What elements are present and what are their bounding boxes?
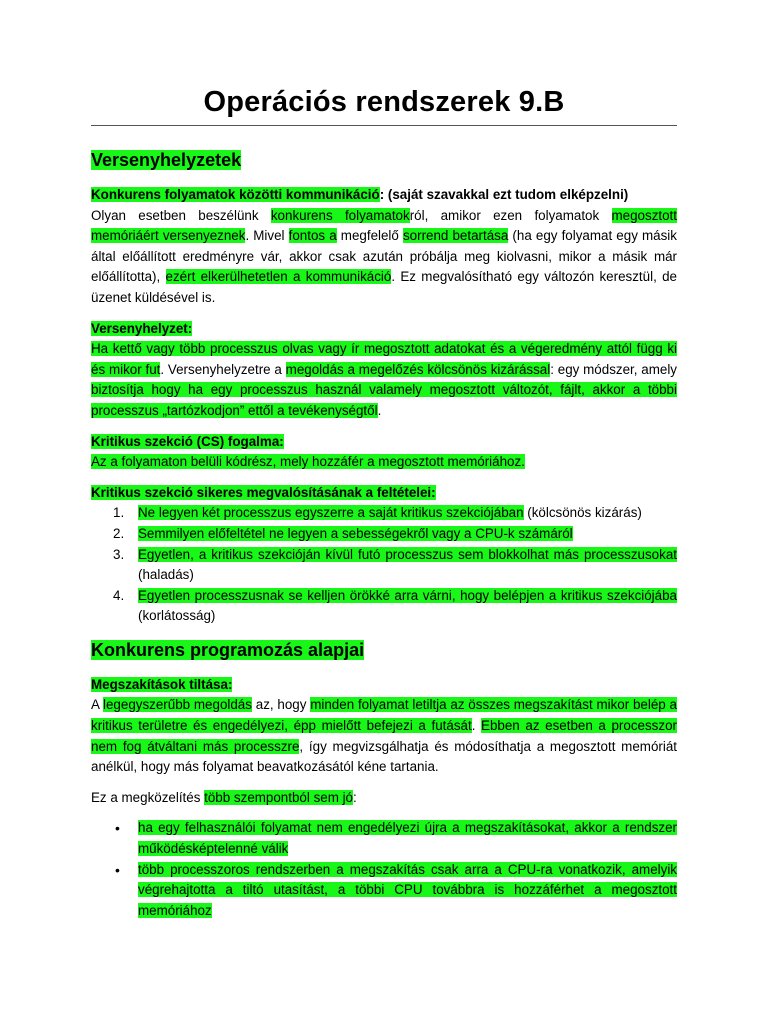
title-underline: [91, 125, 677, 126]
paragraph-feltetelek-label: Kritikus szekció sikeres megvalósításának a feltételei:: [91, 484, 436, 500]
page-title: Operációs rendszerek 9.B: [203, 86, 565, 118]
paragraph-megszakitasok-label: Megszakítások tiltása:: [91, 676, 233, 692]
conditions-list: [91, 503, 677, 627]
paragraph-kommunikacio-label: Konkurens folyamatok közötti kommunikáció: (saját szavakkal ezt tudom elképzelni): [91, 187, 629, 202]
list-item: • több processzoros rendszerben a megszakítás csak arra a CPU-ra vonatkozik, amelyik végrehajtotta a tiltó utasítást, a többi CPU továbbra is hozzáférhet a megosztott memóriához: [115, 861, 677, 918]
bullet-icon: •: [115, 861, 120, 878]
paragraph-versenyhelyzet-label: Versenyhelyzet:: [91, 320, 193, 336]
list-item: 4. Egyetlen processzusnak se kelljen örökké arra várni, hogy belépjen a kritikus szekciójába (korlátosság): [113, 587, 677, 624]
list-item: 3. Egyetlen, a kritikus szekcióján kívül futó processzus sem blokkolhat más processzusokat (haladás): [113, 546, 677, 583]
paragraph-megszakitasok: A legegyszerűbb megoldás az, hogy minden folyamat letiltja az összes megszakítást mikor belép a kritikus területre és engedélyezi, épp mielőtt befejezi a futását. Ebben az esetben a processzor nem fog átváltani más processzre, így megvizsgálhatja és módosíthatja a megosztott memóriát anélkül, hogy más folyamat beavatkozásától kéne tartania.: [91, 697, 677, 775]
section-heading-versenyhelyzetek: Versenyhelyzetek: [91, 150, 242, 170]
drawbacks-list: [91, 818, 677, 921]
paragraph-cs: Az a folyamaton belüli kódrész, mely hozzáfér a megosztott memóriához.: [91, 454, 525, 470]
list-item: • ha egy felhasználói folyamat nem engedélyezi újra a megszakításokat, akkor a rendszer működésképtelenné válik: [115, 820, 677, 857]
list-item: 2. Semmilyen előfeltétel ne legyen a sebességekről vagy a CPU-k számáról: [113, 525, 573, 541]
paragraph-cs-label: Kritikus szekció (CS) fogalma:: [91, 433, 284, 449]
list-item: 1. Ne legyen két processzus egyszerre a saját kritikus szekciójában (kölcsönös kizárás): [113, 505, 642, 521]
paragraph-kommunikacio: Olyan esetben beszélünk konkurens folyamatokról, amikor ezen folyamatok megosztott memóriáért versenyeznek. Mivel fontos a megfelelő sorrend betartása (ha egy folyamat egy másik által előállított eredményre vár, akkor csak azután próbálja meg kiolvasni, mikor a másik már előállította), ezért elkerülhetetlen a kommunikáció. Ez megvalósítható egy változón keresztül, de üzenet küldésével is.: [91, 207, 677, 305]
paragraph-megkozelites: Ez a megközelítés több szempontból sem jó:: [91, 789, 357, 805]
section-heading-konkurens-programozas: Konkurens programozás alapjai: [91, 639, 365, 660]
document-body: [91, 147, 677, 921]
paragraph-versenyhelyzet: Ha kettő vagy több processzus olvas vagy ír megosztott adatokat és a végeredmény attól függ ki és mikor fut. Versenyhelyzetre a megoldás a megelőzés kölcsönös kizárással: egy módszer, amely biztosítja hogy ha egy processzus használ valamely megosztott változót, fájlt, akkor a többi processzus „tartózkodjon” ettől a tevékenységtől.: [91, 341, 677, 418]
bullet-icon: •: [115, 820, 120, 837]
